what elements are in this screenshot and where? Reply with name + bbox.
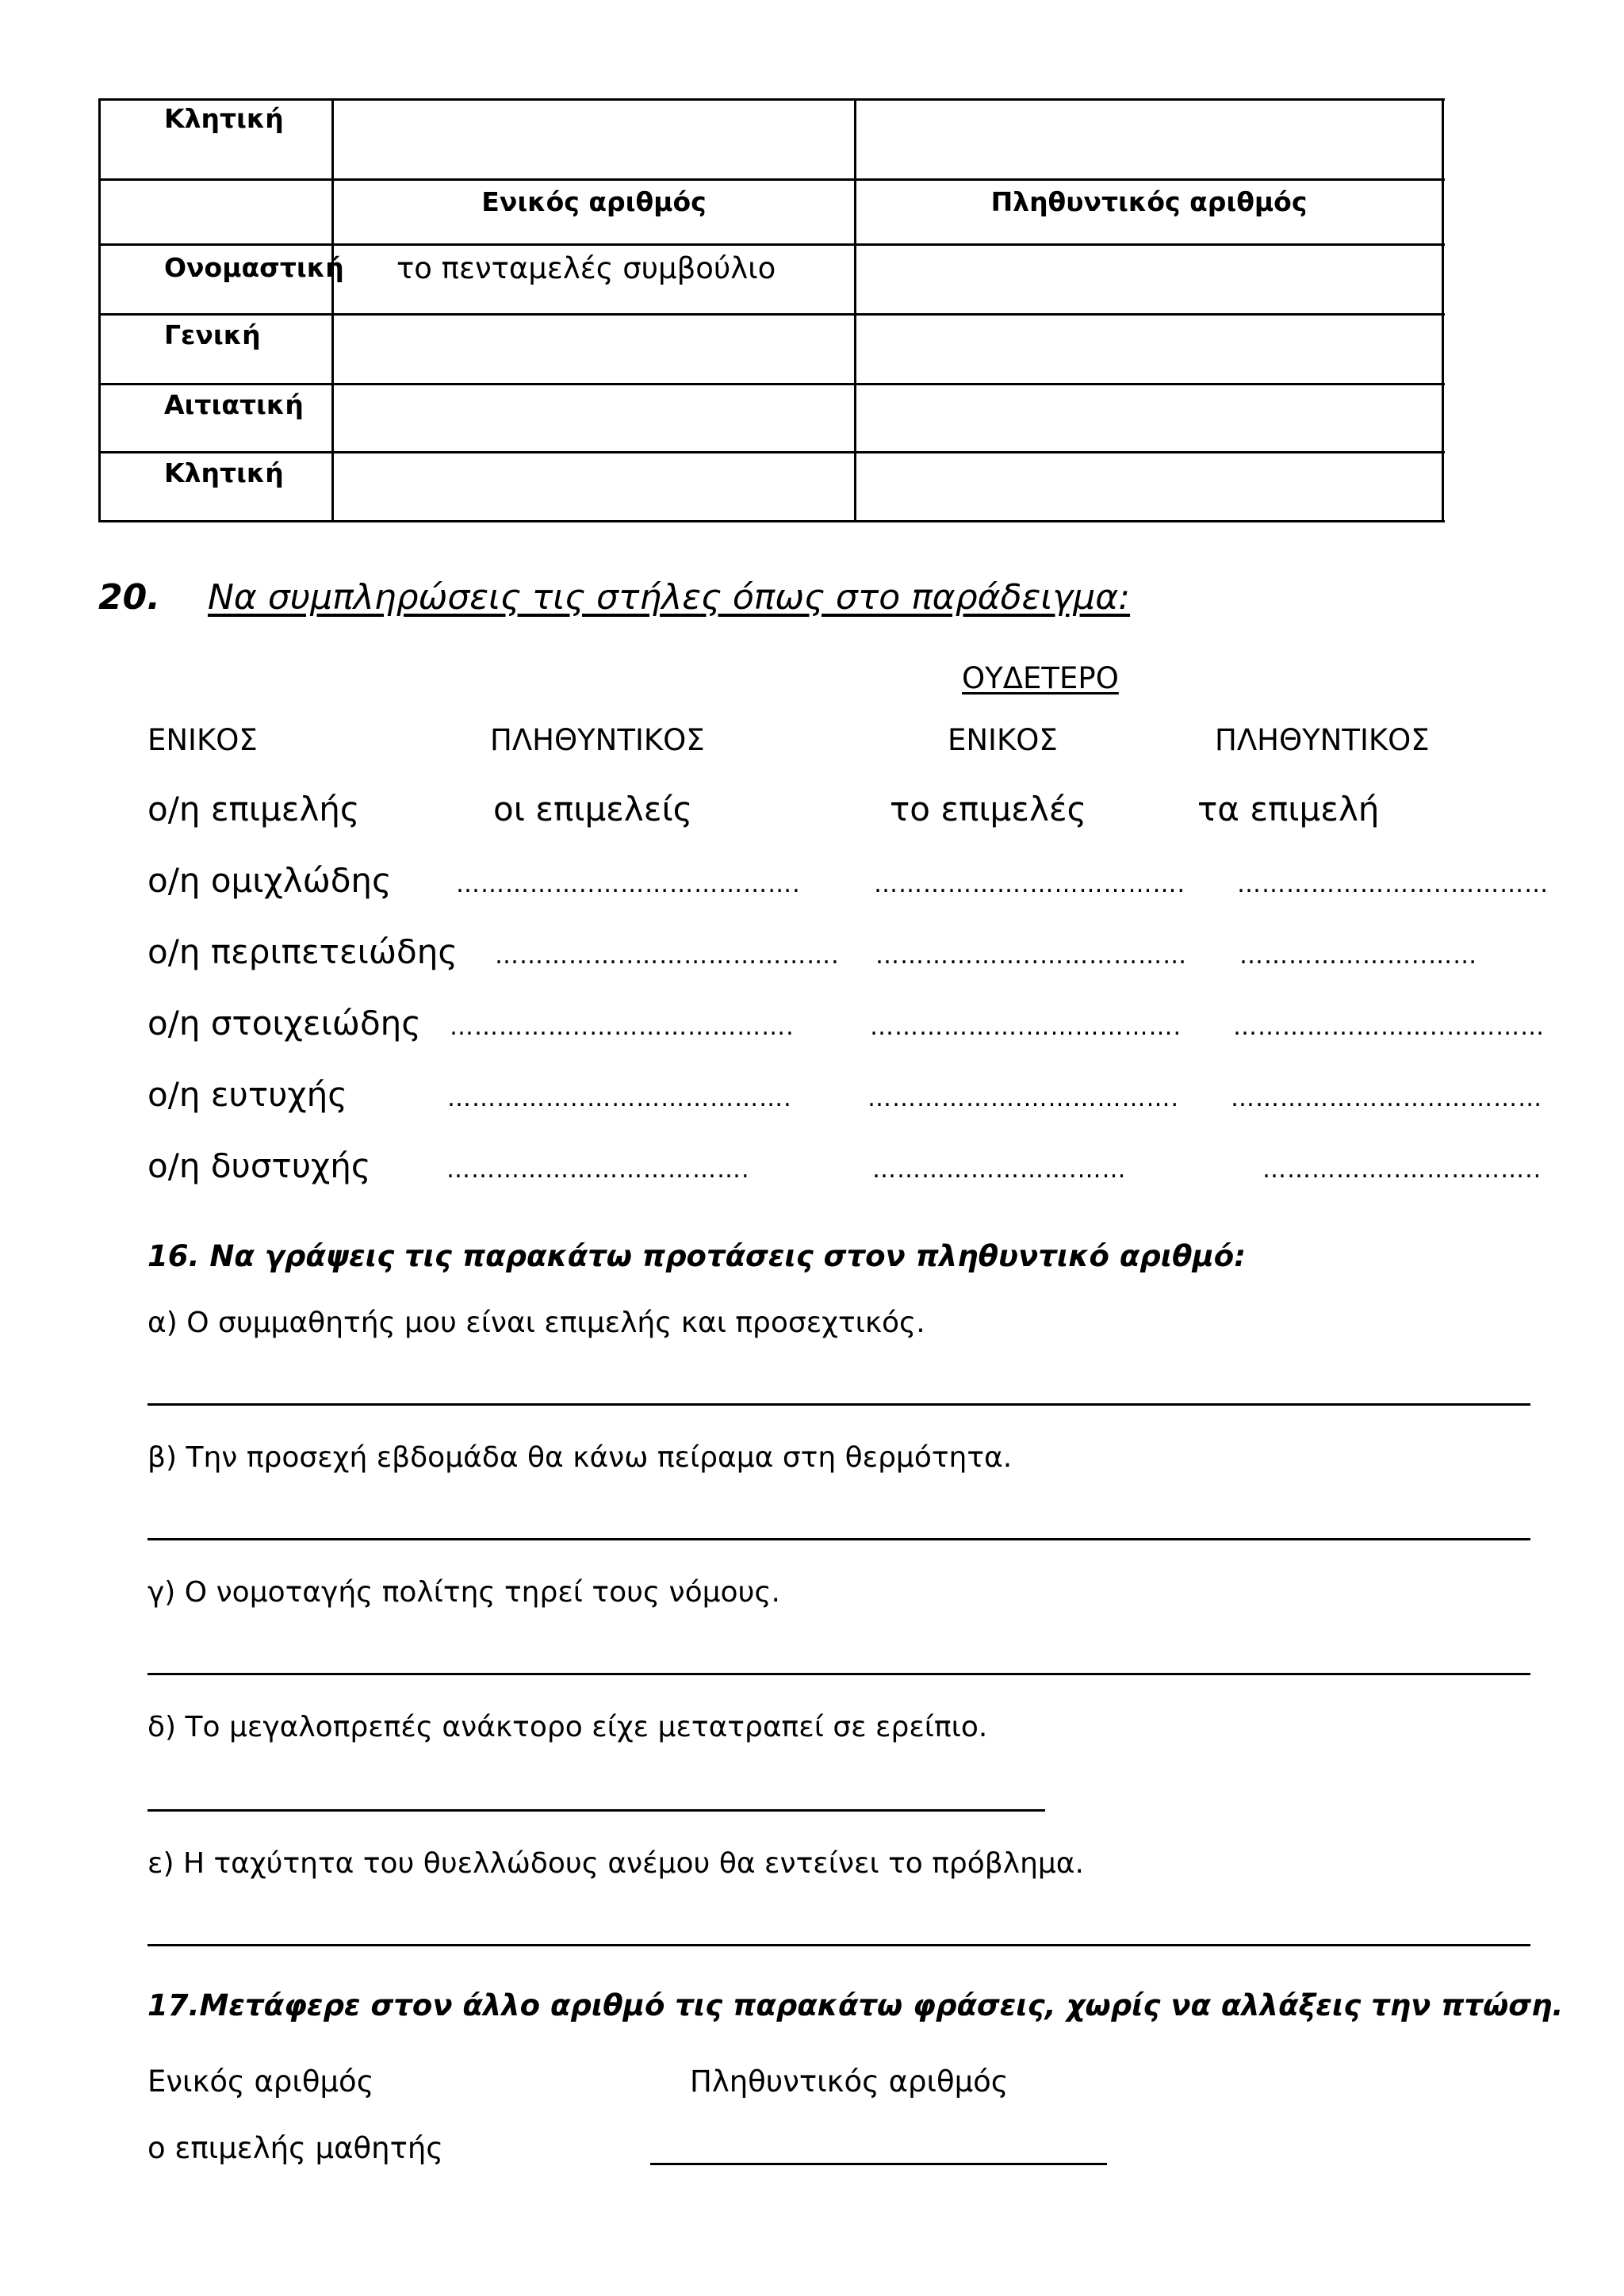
exercise-instruction: Να συμπληρώσεις τις στήλες όπως στο παράδειγμα: — [207, 577, 1131, 618]
answer-line[interactable] — [147, 1403, 1530, 1406]
exercise16-title: 16. Να γράψεις τις παρακάτω προτάσεις στον πληθυντικό αριθμό: — [147, 1239, 1247, 1273]
column-plural-label: Πληθυντικός αριθμός — [690, 2064, 1009, 2099]
fill-blank[interactable]: ……………….………………. — [874, 871, 1186, 898]
fill-blank[interactable]: ……………………..………… — [1237, 871, 1549, 898]
fill-blank[interactable]: ……………………..………… — [1233, 1013, 1545, 1041]
answer-line[interactable] — [650, 2163, 1107, 2165]
column-header: ΕΝΙΚΟΣ — [948, 723, 1058, 757]
sentence: α) Ο συμμαθητής μου είναι επιμελής και προσεχτικός. — [147, 1307, 925, 1339]
fill-blank[interactable]: ……………..……………………. — [456, 871, 801, 898]
table-border — [98, 520, 1445, 522]
case-label: Γενική — [164, 320, 261, 350]
example-neuter-singular: το επιμελές — [890, 790, 1087, 828]
table-border — [98, 178, 1445, 181]
table-border — [98, 243, 1445, 246]
answer-line[interactable] — [147, 1809, 1045, 1812]
row-word: ο/η περιπετειώδης — [147, 932, 458, 971]
header-singular: Ενικός αριθμός — [481, 186, 707, 217]
sentence: δ) Το μεγαλοπρεπές ανάκτορο είχε μετατραπεί σε ερείπιο. — [147, 1711, 988, 1743]
sentence: β) Την προσεχή εβδομάδα θα κάνω πείραμα στη θερμότητα. — [147, 1441, 1013, 1474]
fill-blank[interactable]: ……………..……………………. — [450, 1013, 795, 1041]
row-word: ο/η στοιχειώδης — [147, 1004, 421, 1043]
row-word: ο/η ομιχλώδης — [147, 861, 392, 900]
case-label: Κλητική — [164, 103, 284, 134]
column-singular-label: Ενικός αριθμός — [147, 2064, 374, 2099]
case-label: Αιτιατική — [164, 389, 304, 420]
sentence: γ) Ο νομοταγής πολίτης τηρεί τους νόμους. — [147, 1576, 780, 1609]
table-border — [1442, 98, 1444, 522]
row-word: ο/η επιμελής — [147, 790, 360, 828]
table-border — [98, 313, 1445, 316]
table-border — [98, 383, 1445, 385]
column-header: ΠΛΗΘΥΝΤΙΚΟΣ — [490, 723, 705, 757]
case-label: Ονομαστική — [164, 252, 344, 283]
fill-blank[interactable]: ………………..……………… — [875, 942, 1188, 970]
row-word: ο/η δυστυχής — [147, 1146, 371, 1185]
fill-blank[interactable]: ……………….………………. — [868, 1085, 1180, 1112]
table-cell-example: το πενταμελές συμβούλιο — [396, 251, 776, 285]
fill-blank[interactable]: ……………..……………………. — [447, 1085, 792, 1112]
fill-blank[interactable]: ………………………………. — [446, 1156, 750, 1184]
table-border — [331, 98, 334, 522]
fill-blank[interactable]: ……………..……………………. — [495, 942, 840, 970]
answer-line[interactable] — [147, 1944, 1530, 1946]
fill-blank[interactable]: ……………….………………. — [870, 1013, 1182, 1041]
example-plural: οι επιμελείς — [493, 790, 693, 828]
table-border — [854, 98, 856, 522]
column-header: ΠΛΗΘΥΝΤΙΚΟΣ — [1215, 723, 1430, 757]
exercise20-title — [98, 577, 1130, 618]
fill-blank[interactable]: ……………..…………….. — [1262, 1156, 1542, 1184]
fill-blank[interactable]: ……………………..………… — [1231, 1085, 1543, 1112]
example-neuter-plural: τα επιμελή — [1197, 790, 1380, 828]
fill-blank[interactable]: …………………….…… — [872, 1156, 1127, 1184]
column-header: ΕΝΙΚΟΣ — [147, 723, 258, 757]
neuter-heading: ΟΥΔΕΤΕΡΟ — [962, 661, 1119, 695]
sentence: ε) Η ταχύτητα του θυελλώδους ανέμου θα εντείνει το πρόβλημα. — [147, 1847, 1084, 1880]
phrase: ο επιμελής μαθητής — [147, 2131, 444, 2165]
header-plural: Πληθυντικός αριθμός — [990, 186, 1308, 217]
exercise-number: 20. — [98, 577, 160, 618]
case-label: Κλητική — [164, 457, 284, 488]
answer-line[interactable] — [147, 1673, 1530, 1675]
exercise17-title: 17.Μετάφερε στον άλλο αριθμό τις παρακάτω φράσεις, χωρίς να αλλάξεις την πτώση. — [147, 1988, 1564, 2022]
table-border — [98, 98, 1445, 101]
answer-line[interactable] — [147, 1538, 1530, 1540]
fill-blank[interactable]: …………………..…… — [1239, 942, 1478, 970]
table-border — [98, 451, 1445, 453]
row-word: ο/η ευτυχής — [147, 1075, 347, 1114]
table-border — [98, 98, 101, 522]
